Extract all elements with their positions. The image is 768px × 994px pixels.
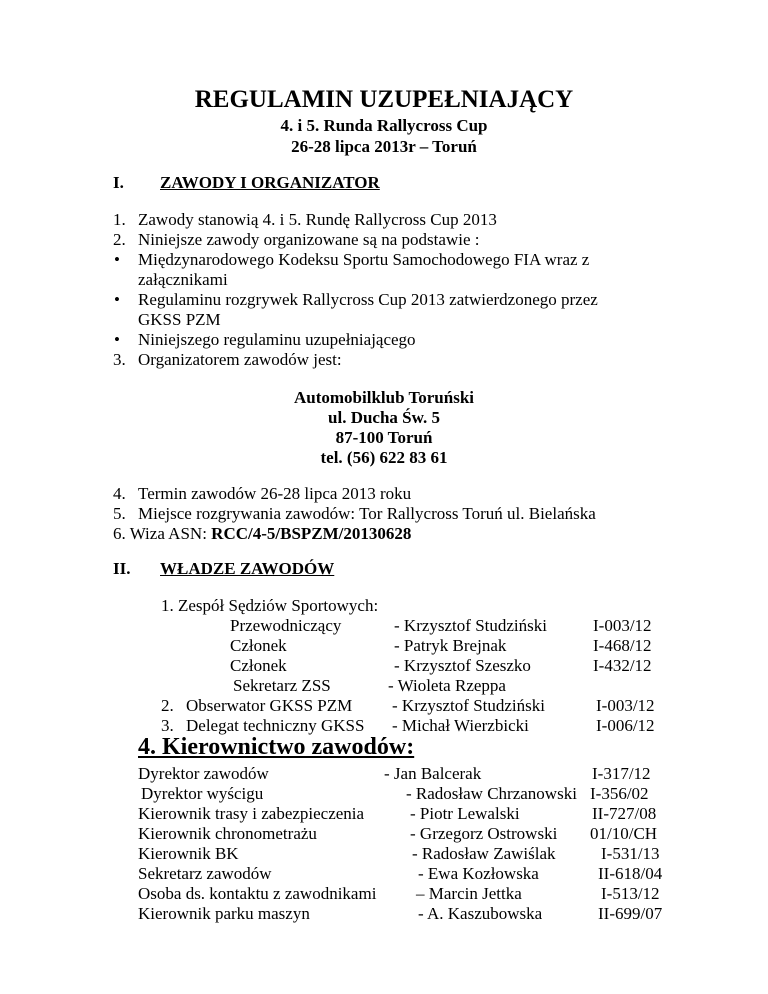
manager-license: II-618/04 bbox=[598, 864, 663, 883]
manager-name: - Ewa Kozłowska bbox=[418, 864, 539, 883]
manager-role: Kierownik trasy i zabezpieczenia bbox=[138, 804, 365, 823]
list-item: Niniejszego regulaminu uzupełniającego bbox=[138, 330, 416, 349]
judge-name: - Patryk Brejnak bbox=[394, 636, 507, 655]
bullet-marker: • bbox=[114, 330, 120, 349]
manager-license: II-699/07 bbox=[598, 904, 663, 923]
manager-name: - Radosław Zawiślak bbox=[412, 844, 556, 863]
judge-role: Członek bbox=[230, 656, 287, 675]
list-item: Termin zawodów 26-28 lipca 2013 roku bbox=[138, 484, 412, 503]
list-item: Miejsce rozgrywania zawodów: Tor Rallycross Toruń ul. Bielańska bbox=[138, 504, 596, 523]
subtitle-date: 26-28 lipca 2013r – Toruń bbox=[291, 137, 477, 156]
organizer-name: Automobilklub Toruński bbox=[293, 388, 474, 407]
visa-label: 6. Wiza ASN: bbox=[113, 524, 212, 543]
manager-role: Sekretarz zawodów bbox=[138, 864, 272, 883]
list-marker: 3. bbox=[161, 716, 174, 735]
manager-name: - Radosław Chrzanowski bbox=[406, 784, 577, 803]
judge-name: - Krzysztof Szeszko bbox=[394, 656, 531, 675]
bullet-marker: • bbox=[114, 290, 120, 309]
organizer-street: ul. Ducha Św. 5 bbox=[328, 408, 440, 427]
official-role: Obserwator GKSS PZM bbox=[186, 696, 353, 715]
list-item-continued: załącznikami bbox=[138, 270, 228, 289]
official-name: - Michał Wierzbicki bbox=[392, 716, 529, 735]
manager-role: Kierownik BK bbox=[138, 844, 239, 863]
manager-name: - Jan Balcerak bbox=[384, 764, 482, 783]
official-license: I-003/12 bbox=[596, 696, 655, 715]
manager-role: Osoba ds. kontaktu z zawodnikami bbox=[138, 884, 377, 903]
manager-license: I-356/02 bbox=[590, 784, 649, 803]
manager-license: I-513/12 bbox=[601, 884, 660, 903]
manager-license: I-317/12 bbox=[592, 764, 651, 783]
manager-name: - Grzegorz Ostrowski bbox=[410, 824, 558, 843]
judge-name: - Wioleta Rzeppa bbox=[388, 676, 506, 695]
list-marker: 2. bbox=[113, 230, 126, 249]
list-item: Międzynarodowego Kodeksu Sportu Samochodowego FIA wraz z bbox=[138, 250, 590, 269]
list-item: Zawody stanowią 4. i 5. Rundę Rallycross Cup 2013 bbox=[138, 210, 497, 229]
judge-name: - Krzysztof Studziński bbox=[394, 616, 547, 635]
organizer-city: 87-100 Toruń bbox=[335, 428, 433, 447]
organizer-phone: tel. (56) 622 83 61 bbox=[320, 448, 448, 467]
official-license: I-006/12 bbox=[596, 716, 655, 735]
section-4-heading: 4. Kierownictwo zawodów: bbox=[138, 734, 415, 760]
list-marker: 1. bbox=[113, 210, 126, 229]
judge-role: Sekretarz ZSS bbox=[233, 676, 331, 695]
manager-license: 01/10/CH bbox=[590, 824, 658, 843]
judge-license: I-468/12 bbox=[593, 636, 652, 655]
judge-license: I-003/12 bbox=[593, 616, 652, 635]
list-item: Regulaminu rozgrywek Rallycross Cup 2013 zatwierdzonego przez bbox=[138, 290, 598, 309]
section-2-number: II. bbox=[113, 559, 131, 578]
section-2-heading: WŁADZE ZAWODÓW bbox=[160, 559, 335, 578]
judge-license: I-432/12 bbox=[593, 656, 652, 675]
manager-role: Kierownik chronometrażu bbox=[138, 824, 317, 843]
list-marker: 5. bbox=[113, 504, 126, 523]
judge-role: Przewodniczący bbox=[230, 616, 342, 635]
manager-name: - Piotr Lewalski bbox=[410, 804, 520, 823]
official-role: Delegat techniczny GKSS bbox=[186, 716, 365, 735]
list-marker: 2. bbox=[161, 696, 174, 715]
visa-line bbox=[113, 524, 411, 544]
manager-role: Kierownik parku maszyn bbox=[138, 904, 310, 923]
subtitle-round: 4. i 5. Runda Rallycross Cup bbox=[280, 116, 488, 135]
section-1-heading: ZAWODY I ORGANIZATOR bbox=[160, 173, 380, 192]
bullet-marker: • bbox=[114, 250, 120, 269]
manager-name: - A. Kaszubowska bbox=[418, 904, 543, 923]
visa-value: RCC/4-5/BSPZM/20130628 bbox=[211, 524, 412, 543]
manager-license: II-727/08 bbox=[592, 804, 657, 823]
official-name: - Krzysztof Studziński bbox=[392, 696, 545, 715]
list-item: Niniejsze zawody organizowane są na podstawie : bbox=[138, 230, 480, 249]
judge-role: Członek bbox=[230, 636, 287, 655]
judges-title: 1. Zespół Sędziów Sportowych: bbox=[161, 596, 379, 615]
list-marker: 3. bbox=[113, 350, 126, 369]
manager-role: Dyrektor wyścigu bbox=[141, 784, 264, 803]
section-1-number: I. bbox=[113, 173, 124, 192]
manager-license: I-531/13 bbox=[601, 844, 660, 863]
list-item: Organizatorem zawodów jest: bbox=[138, 350, 342, 369]
manager-name: – Marcin Jettka bbox=[416, 884, 522, 903]
list-marker: 4. bbox=[113, 484, 126, 503]
document-title: REGULAMIN UZUPEŁNIAJĄCY bbox=[194, 86, 574, 113]
list-item-continued: GKSS PZM bbox=[138, 310, 221, 329]
manager-role: Dyrektor zawodów bbox=[138, 764, 269, 783]
